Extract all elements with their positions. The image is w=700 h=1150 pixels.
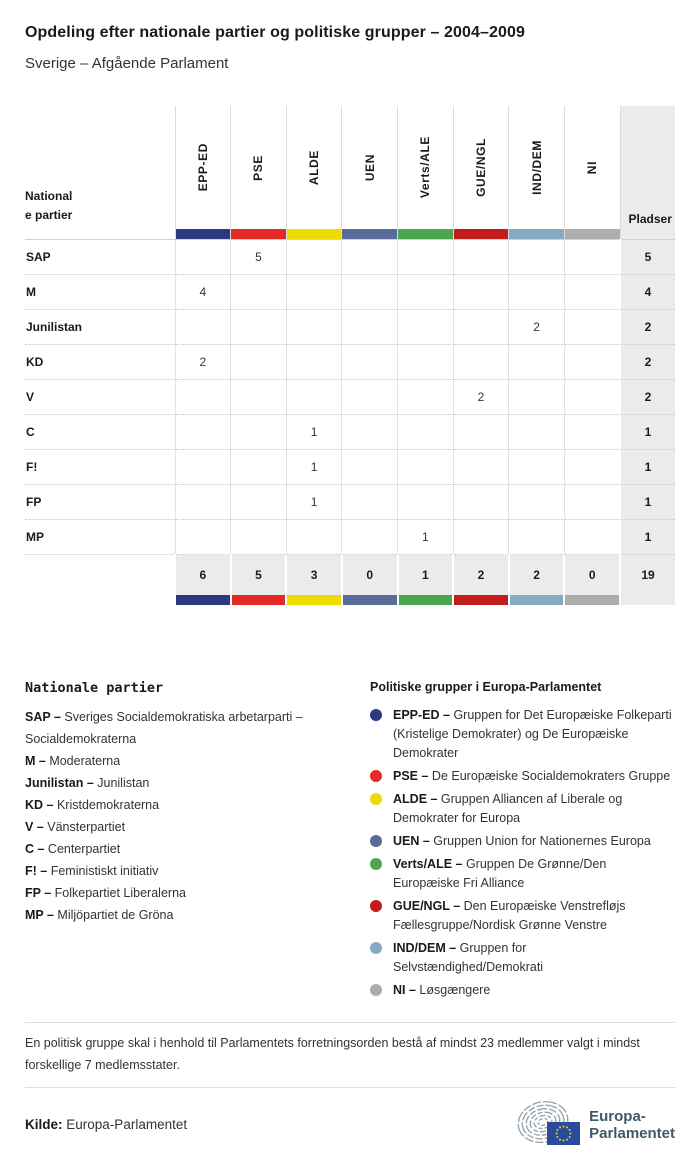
party-label: C (25, 415, 175, 450)
political-group-item: GUE/NGL – Den Europæiske Venstrefløjs Fællesgruppe/Nordisk Grønne Venstre (370, 897, 675, 935)
national-party-item: V – Vänsterpartiet (25, 819, 126, 834)
national-party-item: SAP – Sveriges Socialdemokratiska arbetarparti – Socialdemokraterna (25, 709, 303, 746)
seat-cell (342, 275, 398, 310)
column-total-cell: 0 (342, 555, 398, 595)
group-label: EPP-ED (195, 143, 210, 192)
column-total-cell: 2 (453, 555, 509, 595)
political-group-item: ALDE – Gruppen Alliancen af Liberale og Demokrater for Europa (370, 790, 675, 828)
table-row (25, 520, 675, 555)
group-label: GUE/NGL (473, 138, 488, 197)
seat-cell: 1 (286, 415, 342, 450)
group-color-dot (370, 793, 382, 805)
row-total-cell: 2 (620, 310, 675, 345)
table-row (25, 485, 675, 520)
seats-header-cell: Pladser (620, 106, 675, 240)
row-total-cell: 1 (620, 415, 675, 450)
group-color-bar (564, 595, 620, 605)
group-label: UEN (362, 153, 377, 182)
seat-cell (175, 240, 231, 275)
group-label: IND/DEM (529, 140, 544, 195)
source-value: Europa-Parlamentet (66, 1117, 188, 1132)
seat-cell (564, 240, 620, 275)
group-color-bar (509, 229, 564, 239)
bottom-color-bars-row (25, 595, 675, 605)
party-label: F! (25, 450, 175, 485)
group-header-IND/DEM (509, 106, 565, 240)
group-color-dot (370, 900, 382, 912)
group-color-bar (175, 595, 231, 605)
political-groups-legend (370, 680, 675, 1004)
national-party-item: M – Moderaterna (25, 753, 121, 768)
row-total-cell: 2 (620, 345, 675, 380)
logo-text: Europa- Parlamentet (589, 1107, 675, 1142)
national-party-item: Junilistan – Junilistan (25, 775, 150, 790)
national-party-item: F! – Feministiskt initiativ (25, 863, 159, 878)
party-label: Junilistan (25, 310, 175, 345)
table-row (25, 310, 675, 345)
group-header-ALDE (286, 106, 342, 240)
seat-cell (398, 310, 454, 345)
seat-cell (398, 345, 454, 380)
column-total-cell: 0 (564, 555, 620, 595)
seat-cell (564, 275, 620, 310)
group-color-bar (342, 595, 398, 605)
political-group-item: NI – Løsgængere (370, 981, 675, 1000)
seat-cell (398, 240, 454, 275)
party-label: M (25, 275, 175, 310)
seat-cell (342, 415, 398, 450)
party-label: FP (25, 485, 175, 520)
seat-cell (509, 415, 565, 450)
seat-cell (342, 345, 398, 380)
seat-cell (509, 240, 565, 275)
seat-cell (509, 345, 565, 380)
group-color-bar (342, 229, 397, 239)
seat-cell (231, 415, 287, 450)
table-row (25, 345, 675, 380)
row-total-cell: 1 (620, 450, 675, 485)
seat-cell (342, 485, 398, 520)
group-header-UEN (342, 106, 398, 240)
political-group-item: IND/DEM – Gruppen for Selvstændighed/Demokrati (370, 939, 675, 977)
seat-cell (342, 310, 398, 345)
source-label: Kilde: (25, 1117, 63, 1132)
party-label: V (25, 380, 175, 415)
seat-cell (342, 450, 398, 485)
group-color-bar (286, 595, 342, 605)
note-divider (25, 1022, 675, 1076)
page-subtitle: Sverige – Afgående Parlament (25, 55, 229, 72)
national-parties-legend-title: Nationale partier (25, 679, 164, 696)
group-color-dot (370, 942, 382, 954)
legends (25, 680, 675, 1004)
seat-cell (175, 380, 231, 415)
footer-row (25, 1100, 675, 1150)
national-party-item: KD – Kristdemokraterna (25, 797, 160, 812)
seat-cell: 2 (175, 345, 231, 380)
group-color-bar (231, 595, 287, 605)
source-divider (25, 1087, 675, 1150)
political-group-item: Verts/ALE – Gruppen De Grønne/Den Europæiske Fri Alliance (370, 855, 675, 893)
totals-row (25, 555, 675, 595)
group-header-EPP-ED (175, 106, 231, 240)
group-color-bar (231, 229, 286, 239)
seat-cell (453, 345, 509, 380)
group-header-GUE/NGL (453, 106, 509, 240)
row-total-cell: 4 (620, 275, 675, 310)
column-total-cell: 6 (175, 555, 231, 595)
national-party-item: MP – Miljöpartiet de Gröna (25, 907, 174, 922)
seat-cell (175, 310, 231, 345)
row-header-cell: National e partier (25, 106, 175, 240)
row-total-cell: 5 (620, 240, 675, 275)
group-label: NI (585, 160, 600, 175)
group-color-dot (370, 858, 382, 870)
group-color-dot (370, 984, 382, 996)
seat-cell (564, 380, 620, 415)
seat-cell: 2 (509, 310, 565, 345)
table-row (25, 450, 675, 485)
seat-cell (286, 240, 342, 275)
seat-cell (398, 485, 454, 520)
group-color-bar (176, 229, 231, 239)
seat-cell (286, 275, 342, 310)
group-label: ALDE (307, 149, 322, 186)
europa-parlamentet-logo (517, 1100, 675, 1150)
seat-cell (398, 415, 454, 450)
political-group-item: EPP-ED – Gruppen for Det Europæiske Folkeparti (Kristelige Demokrater) og De Europæiske Demokrater (370, 706, 675, 763)
political-groups-legend-items (370, 706, 675, 1000)
group-color-bar (453, 595, 509, 605)
seat-cell: 5 (231, 240, 287, 275)
seat-cell (564, 485, 620, 520)
seat-cell (286, 520, 342, 555)
party-label: MP (25, 520, 175, 555)
seat-cell (509, 450, 565, 485)
seat-cell (231, 520, 287, 555)
table-row (25, 275, 675, 310)
national-parties-legend-items (25, 706, 370, 926)
seat-cell (342, 520, 398, 555)
seat-cell (564, 415, 620, 450)
seat-cell (453, 240, 509, 275)
group-color-dot (370, 709, 382, 721)
grand-total-cell: 19 (620, 555, 675, 595)
seat-cell (398, 380, 454, 415)
seat-cell (231, 310, 287, 345)
group-color-dot (370, 835, 382, 847)
political-group-item: PSE – De Europæiske Socialdemokraters Gruppe (370, 767, 675, 786)
row-total-cell: 1 (620, 520, 675, 555)
group-header-Verts/ALE (398, 106, 454, 240)
political-groups-legend-title: Politiske grupper i Europa-Parlamentet (370, 679, 602, 694)
national-party-item: FP – Folkepartiet Liberalerna (25, 885, 186, 900)
table-row (25, 240, 675, 275)
row-total-cell: 1 (620, 485, 675, 520)
column-total-cell: 2 (509, 555, 565, 595)
seat-cell (564, 310, 620, 345)
party-label: KD (25, 345, 175, 380)
seat-cell (286, 345, 342, 380)
group-label: Verts/ALE (418, 136, 433, 199)
seat-cell (342, 240, 398, 275)
seat-cell (398, 275, 454, 310)
seat-cell (564, 450, 620, 485)
seat-cell (453, 310, 509, 345)
column-total-cell: 1 (398, 555, 454, 595)
seat-cell (231, 275, 287, 310)
seat-cell (509, 485, 565, 520)
seat-cell (509, 520, 565, 555)
seat-cell (231, 485, 287, 520)
seat-cell: 4 (175, 275, 231, 310)
national-party-item: C – Centerpartiet (25, 841, 121, 856)
seat-cell: 1 (398, 520, 454, 555)
source-line (25, 1117, 187, 1132)
seat-cell (509, 380, 565, 415)
seat-cell (509, 275, 565, 310)
rules-note: En politisk gruppe skal i henhold til Parlamentets forretningsorden bestå af mindst 23 medlemmer valgt i mindst forskellige 7 medlemsstater. (25, 1035, 640, 1072)
seat-cell (453, 415, 509, 450)
national-parties-legend (25, 680, 370, 1004)
parliament-hemicycle-icon (517, 1100, 581, 1150)
seats-table (25, 106, 675, 605)
seat-cell (453, 275, 509, 310)
group-color-bar (454, 229, 509, 239)
group-color-dot (370, 770, 382, 782)
seat-cell (231, 450, 287, 485)
column-total-cell: 3 (286, 555, 342, 595)
seat-cell (231, 345, 287, 380)
seat-cell (564, 345, 620, 380)
seat-cell: 1 (286, 485, 342, 520)
group-color-bar (398, 595, 454, 605)
eu-flag-icon (547, 1122, 580, 1145)
group-color-bar (287, 229, 342, 239)
seat-cell (175, 485, 231, 520)
group-header-PSE (231, 106, 287, 240)
group-color-bar (509, 595, 565, 605)
seat-cell (342, 380, 398, 415)
seat-cell (286, 310, 342, 345)
seat-cell (453, 520, 509, 555)
seat-cell: 2 (453, 380, 509, 415)
seat-cell: 1 (286, 450, 342, 485)
seat-cell (453, 450, 509, 485)
party-label: SAP (25, 240, 175, 275)
table-header-row (25, 106, 675, 240)
group-color-bar (565, 229, 620, 239)
seat-cell (175, 415, 231, 450)
page-title: Opdeling efter nationale partier og politiske grupper – 2004–2009 (25, 24, 525, 41)
group-color-bar (398, 229, 453, 239)
row-total-cell: 2 (620, 380, 675, 415)
seat-cell (175, 450, 231, 485)
group-header-NI (564, 106, 620, 240)
seat-cell (564, 520, 620, 555)
seat-cell (453, 485, 509, 520)
group-label: PSE (251, 154, 266, 181)
seat-cell (286, 380, 342, 415)
table-row (25, 415, 675, 450)
seat-cell (398, 450, 454, 485)
table-row (25, 380, 675, 415)
column-total-cell: 5 (231, 555, 287, 595)
seat-cell (175, 520, 231, 555)
political-group-item: UEN – Gruppen Union for Nationernes Europa (370, 832, 675, 851)
seat-cell (231, 380, 287, 415)
